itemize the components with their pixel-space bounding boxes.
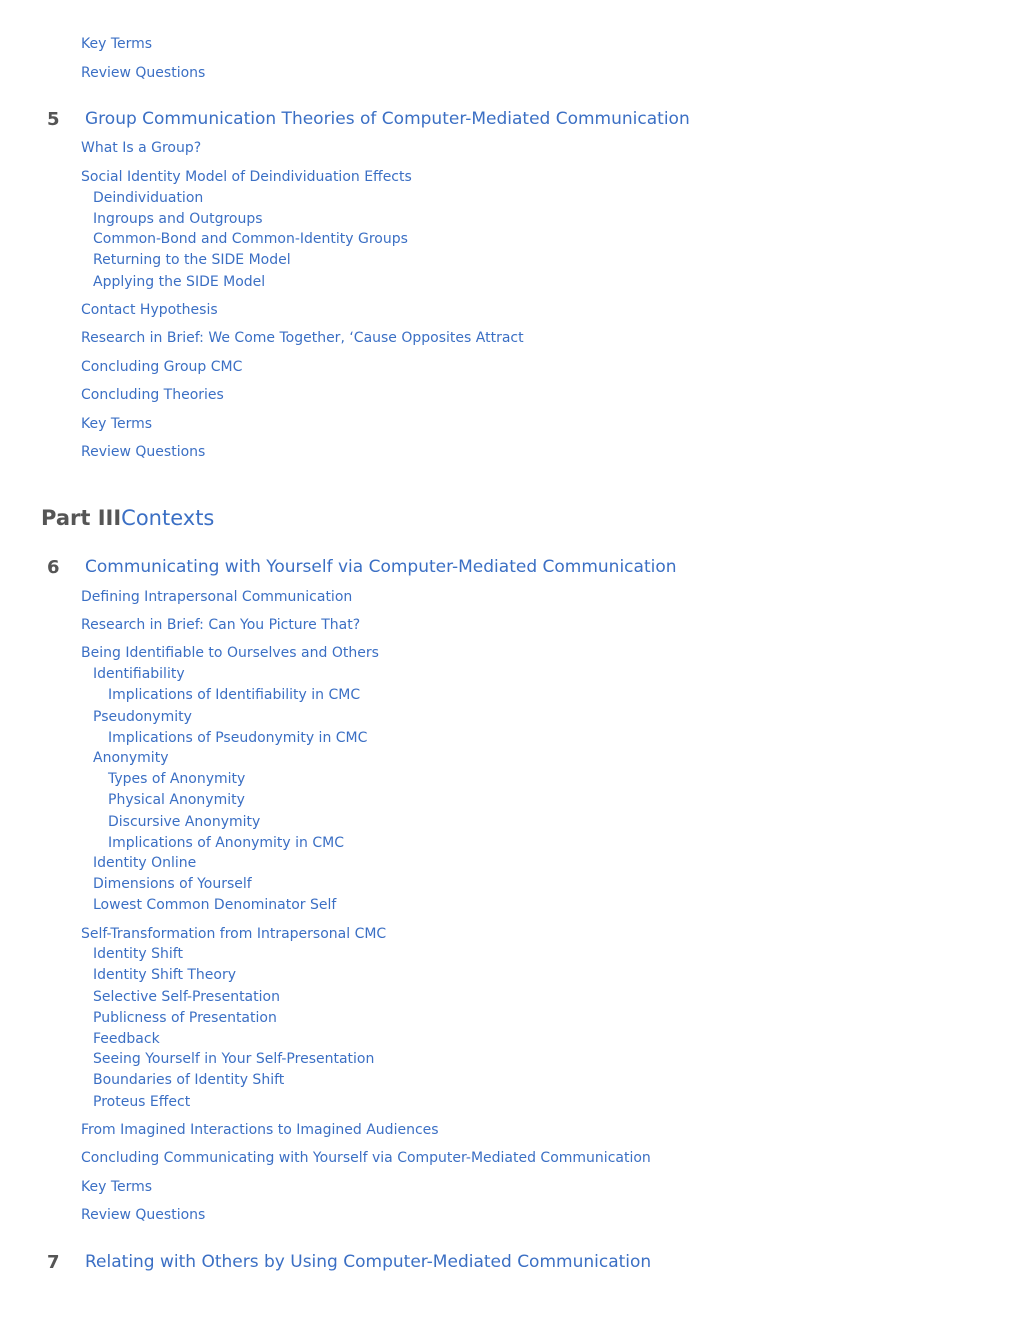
toc-implications-pseudonymity[interactable]: Implications of Pseudonymity in CMC bbox=[108, 730, 368, 746]
toc-implications-anonymity[interactable]: Implications of Anonymity in CMC bbox=[108, 835, 344, 851]
toc-what-is-a-group[interactable]: What Is a Group? bbox=[81, 140, 202, 156]
toc-review-questions-ch5[interactable]: Review Questions bbox=[81, 444, 206, 460]
toc-imagined-interactions[interactable]: From Imagined Interactions to Imagined Audiences bbox=[81, 1122, 439, 1138]
toc-identity-shift-theory[interactable]: Identity Shift Theory bbox=[93, 967, 237, 983]
toc-identity-shift[interactable]: Identity Shift bbox=[93, 946, 183, 962]
toc-lowest-common-denominator[interactable]: Lowest Common Denominator Self bbox=[93, 897, 337, 913]
toc-identifiability[interactable]: Identifiability bbox=[93, 666, 185, 682]
toc-research-brief-ch6[interactable]: Research in Brief: Can You Picture That? bbox=[81, 617, 361, 633]
toc-concluding-group-cmc[interactable]: Concluding Group CMC bbox=[81, 359, 243, 375]
toc-concluding-yourself[interactable]: Concluding Communicating with Yourself via Computer-Mediated Communication bbox=[81, 1150, 651, 1166]
toc-types-anonymity[interactable]: Types of Anonymity bbox=[108, 771, 246, 787]
toc-research-brief-ch5[interactable]: Research in Brief: We Come Together, ‘Cause Opposites Attract bbox=[81, 330, 524, 346]
part-label: Part III bbox=[41, 506, 122, 530]
toc-being-identifiable[interactable]: Being Identifiable to Ourselves and Others bbox=[81, 645, 379, 661]
chapter-title-7[interactable]: Relating with Others by Using Computer-Mediated Communication bbox=[85, 1252, 652, 1272]
chapter-number: 6 bbox=[47, 557, 60, 578]
part-heading bbox=[41, 505, 214, 531]
toc-anonymity[interactable]: Anonymity bbox=[93, 750, 169, 766]
toc-physical-anonymity[interactable]: Physical Anonymity bbox=[108, 792, 245, 808]
toc-dimensions-yourself[interactable]: Dimensions of Yourself bbox=[93, 876, 252, 892]
toc-discursive-anonymity[interactable]: Discursive Anonymity bbox=[108, 814, 261, 830]
toc-key-terms-ch5[interactable]: Key Terms bbox=[81, 416, 153, 432]
toc-side-model[interactable]: Social Identity Model of Deindividuation Effects bbox=[81, 169, 412, 185]
toc-defining-intrapersonal[interactable]: Defining Intrapersonal Communication bbox=[81, 589, 353, 605]
toc-boundaries-identity-shift[interactable]: Boundaries of Identity Shift bbox=[93, 1072, 285, 1088]
toc-common-bond[interactable]: Common-Bond and Common-Identity Groups bbox=[93, 231, 408, 247]
toc-self-transformation[interactable]: Self-Transformation from Intrapersonal CMC bbox=[81, 926, 387, 942]
toc-deindividuation[interactable]: Deindividuation bbox=[93, 190, 204, 206]
toc-selective-self-presentation[interactable]: Selective Self-Presentation bbox=[93, 989, 280, 1005]
toc-identity-online[interactable]: Identity Online bbox=[93, 855, 197, 871]
toc-implications-identifiability[interactable]: Implications of Identifiability in CMC bbox=[108, 687, 361, 703]
toc-pseudonymity[interactable]: Pseudonymity bbox=[93, 709, 192, 725]
part-title[interactable]: Contexts bbox=[121, 506, 215, 530]
toc-seeing-yourself[interactable]: Seeing Yourself in Your Self-Presentation bbox=[93, 1051, 375, 1067]
toc-publicness-presentation[interactable]: Publicness of Presentation bbox=[93, 1010, 277, 1026]
chapter-title-6[interactable]: Communicating with Yourself via Computer-Mediated Communication bbox=[85, 557, 677, 577]
chapter-number: 7 bbox=[47, 1252, 60, 1273]
toc-applying-side[interactable]: Applying the SIDE Model bbox=[93, 274, 266, 290]
toc-concluding-theories[interactable]: Concluding Theories bbox=[81, 387, 224, 403]
toc-proteus-effect[interactable]: Proteus Effect bbox=[93, 1094, 191, 1110]
toc-ingroups-outgroups[interactable]: Ingroups and Outgroups bbox=[93, 211, 263, 227]
chapter-number: 5 bbox=[47, 109, 60, 130]
toc-returning-side[interactable]: Returning to the SIDE Model bbox=[93, 252, 291, 268]
toc-review-questions-ch4[interactable]: Review Questions bbox=[81, 65, 206, 81]
toc-key-terms-ch6[interactable]: Key Terms bbox=[81, 1179, 153, 1195]
toc-key-terms-ch4[interactable]: Key Terms bbox=[81, 36, 153, 52]
toc-review-questions-ch6[interactable]: Review Questions bbox=[81, 1207, 206, 1223]
chapter-title-5[interactable]: Group Communication Theories of Computer-Mediated Communication bbox=[85, 109, 690, 129]
toc-feedback[interactable]: Feedback bbox=[93, 1031, 160, 1047]
toc-contact-hypothesis[interactable]: Contact Hypothesis bbox=[81, 302, 218, 318]
